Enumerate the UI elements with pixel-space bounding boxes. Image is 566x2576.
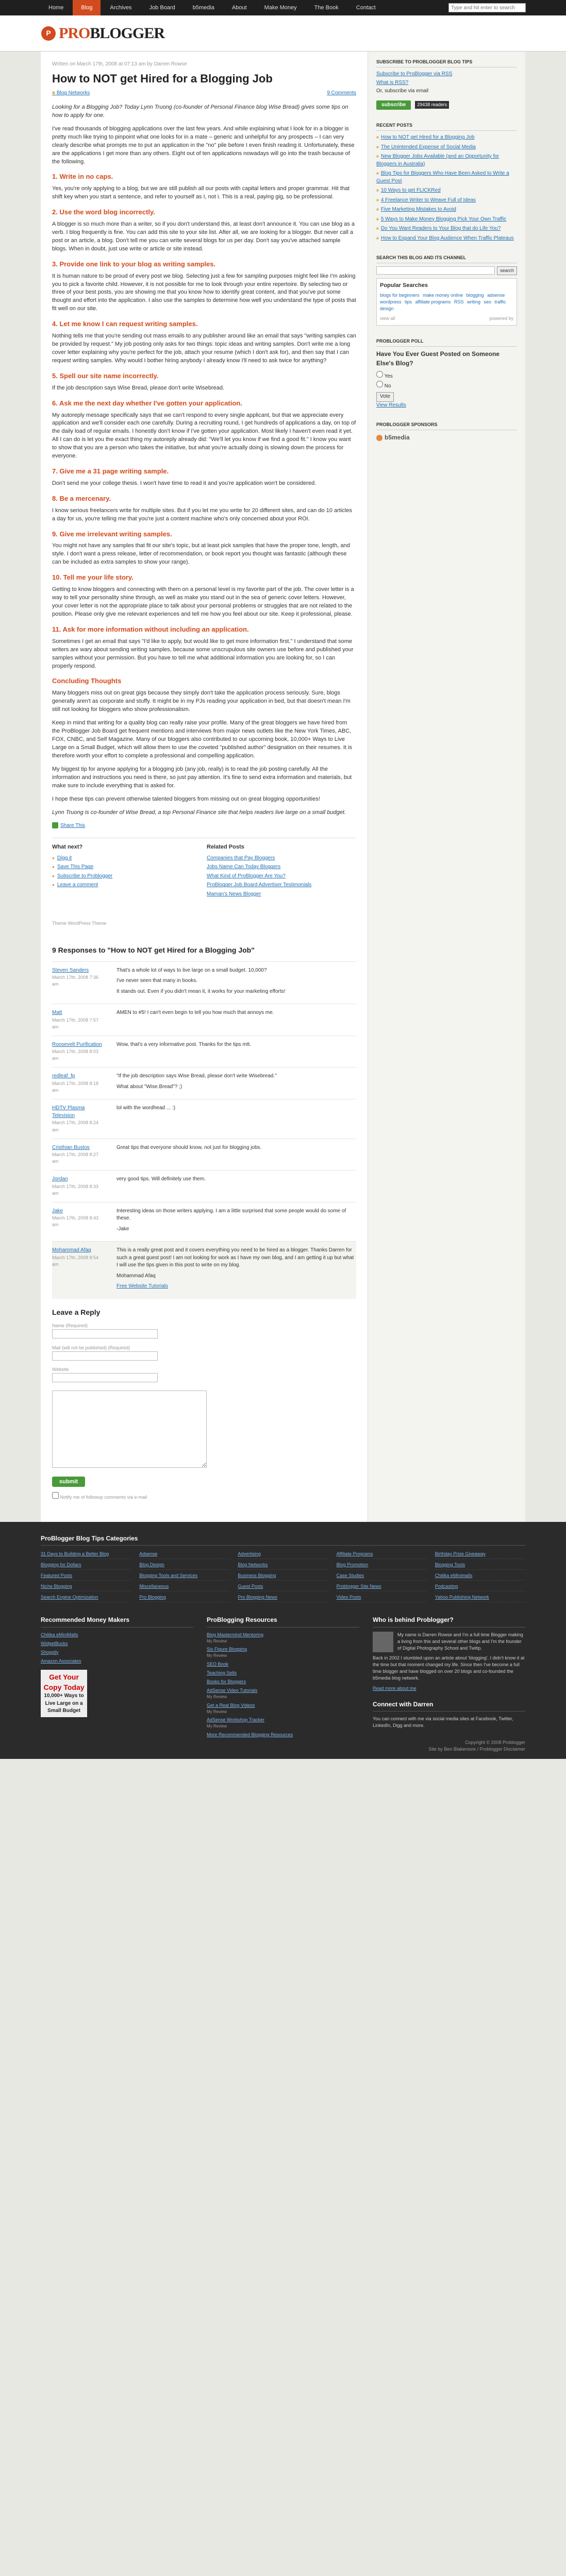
- recent-post-link[interactable]: 4 Freelance Writer to Weave Full of Ideas: [380, 197, 476, 203]
- footer-category-link[interactable]: Search Engine Optimization: [41, 1593, 131, 1602]
- resource-link[interactable]: SEO Book: [207, 1661, 229, 1667]
- top-nav-bar: [0, 0, 566, 15]
- subscribe-block: [376, 59, 517, 110]
- post-paragraph: I've read thousands of blogging applications over the last few years. And while explaining what I look for in a blogger is pretty much like trying to pinpoint what one looks for in a mate – generic and unhelpful for any prospects – I can very clearly describe what prompts me to put an application in the "no" pile before I even finish reading it. Unfortunately, these are the applications I get more than any others. Eight out of ten applications nowadays will go into the trash because of the following.: [52, 125, 355, 165]
- related-posts-col: [207, 843, 341, 900]
- post-paragraph: A blogger is so much more than a writer, so if you don't understand this, at least don't announce it. You can use blog as a verb. I blog frequently is fine. You can add this site to your site list. After all, we are looking for a blogger. But never call a post or an article, a blog. Don't tell me you can write several blogs for us per day. Don't say you've attached sample blogs. When in doubt, just use write or article or site instead.: [52, 221, 355, 252]
- subscribe-title: SUBSCRIBE TO PROBLOGGER BLOG TIPS: [376, 59, 517, 67]
- section-heading: 10. Tell me your life story.: [52, 573, 134, 582]
- poll-option-yes[interactable]: Yes: [376, 371, 517, 381]
- section-heading: 2. Use the word blog incorrectly.: [52, 208, 155, 216]
- popular-term[interactable]: adsense: [487, 293, 505, 298]
- comment-link[interactable]: Free Website Tutorials: [116, 1283, 168, 1290]
- comment-author[interactable]: Jake: [52, 1208, 63, 1214]
- comment-author[interactable]: Cristhian Bustos: [52, 1144, 90, 1150]
- popular-view-all[interactable]: view all: [380, 316, 395, 321]
- comment-text: It stands out. Even if you didn't mean it, it works for your marketing efforts!: [116, 988, 286, 994]
- comment: [52, 1036, 356, 1067]
- post-paragraph: My biggest tip for anyone applying for a blogging job (any job, really) is to read the job posting carefully. All the information and instructions you need is there, so just pay attention. It's fine to send extra information and materials, but make sure to include everything that is asked for.: [52, 766, 352, 789]
- logo-wordmark: PROBLOGGER: [59, 24, 165, 42]
- connect-text: You can connect with me via social media sites at Facebook, Twitter, LinkedIn, Digg and more.: [373, 1716, 513, 1728]
- comment-date: March 17th, 2008 7:57 am: [52, 1017, 99, 1029]
- comment-text: Mohammad Afaq: [116, 1273, 156, 1279]
- resource-link[interactable]: Six Figure Blogging: [207, 1647, 247, 1652]
- nav-archives[interactable]: Archives: [110, 5, 132, 11]
- popular-term[interactable]: blogs for beginners: [380, 293, 420, 298]
- resource-link[interactable]: AdSense Video Tutorials: [207, 1687, 258, 1693]
- comment-text: "If the job description says Wise Bread, please don't write Wisebread.": [116, 1073, 277, 1079]
- resources-title: ProBlogging Resources: [207, 1616, 359, 1627]
- mail-label: Mail (will not be published) (Required): [52, 1345, 130, 1350]
- page-wrap: [41, 52, 525, 1522]
- comment: [52, 1170, 356, 1202]
- share-icon: [52, 822, 58, 828]
- related-post-link[interactable]: Maman's News Blogger: [207, 891, 261, 897]
- name-field[interactable]: [52, 1329, 158, 1338]
- nav-make-money[interactable]: Make Money: [264, 5, 297, 11]
- post-paragraph: Keep in mind that writing for a quality blog can really raise your profile. Many of the great bloggers we have hired from the ProBlogger Job Board get frequent mentions and interviews from major news outlets like the New York Times, ABC, FOX, CNBC, and Self Magazine. Many of our bloggers also contributed to our upcoming book, 10,000+ Ways to Live Large on a Small Budget, which will allow them to use the coveted "published author" designation on their resumes. It is therefore worth your effort to complete a professional and compelling application.: [52, 720, 352, 759]
- save-page-link[interactable]: Save This Page: [57, 864, 94, 870]
- poll-title: PROBLOGGER POLL: [376, 338, 517, 347]
- post-paragraph: If the job description says Wise Bread, please don't write Wisebread.: [52, 384, 225, 391]
- reader-counter: 29438 readers: [415, 101, 449, 109]
- resource-link[interactable]: AdSense Workshop Tracker: [207, 1717, 264, 1723]
- book-ad[interactable]: [41, 1670, 87, 1717]
- footer-category-link[interactable]: Affiliate Programs: [337, 1550, 427, 1559]
- nav-b5media[interactable]: b5media: [192, 5, 214, 11]
- notify-checkbox-row[interactable]: [52, 1492, 356, 1501]
- money-maker-link[interactable]: WidgetBucks: [41, 1640, 68, 1646]
- related-post-link[interactable]: What Kind of ProBlogger Are You?: [207, 873, 286, 879]
- resource-link[interactable]: Books for Bloggers: [207, 1679, 246, 1684]
- poll-radio[interactable]: [376, 381, 383, 387]
- post-paragraph: I know serious freelancers write for multiple sites. But if you let me you write for 20 different sites, and can do 10 articles a day for us, you're telling me that you're just a content machine who's only concerned about your ROI.: [52, 507, 352, 522]
- resource-link[interactable]: Blog Mastermind Mentoring: [207, 1632, 264, 1637]
- section-heading: Concluding Thoughts: [52, 677, 122, 685]
- recent-post-link[interactable]: New Blogger Jobs Available (and an Opportunity for Bloggers in Australia): [376, 154, 500, 167]
- recent-post-link[interactable]: 5 Ways to Make Money Blogging Pick Your Own Traffic: [380, 216, 507, 222]
- comment-author[interactable]: redleaf_fp: [52, 1073, 75, 1079]
- footer-category-link[interactable]: Adsense: [139, 1550, 229, 1559]
- top-search-input[interactable]: [448, 3, 526, 12]
- sidebar-search-button[interactable]: search: [497, 266, 517, 275]
- footer-category-link[interactable]: Video Posts: [337, 1593, 427, 1602]
- section-heading: 8. Be a mercenary.: [52, 494, 111, 502]
- comment-date: March 17th, 2008 8:27 am: [52, 1152, 99, 1164]
- comment-author[interactable]: Mohammad Afaq: [52, 1247, 91, 1253]
- recent-posts-block: [376, 122, 517, 242]
- notify-checkbox[interactable]: [52, 1492, 59, 1499]
- resource-review[interactable]: My Review: [207, 1653, 227, 1658]
- post-paragraph: Getting to know bloggers and connecting with them on a personal level is my favorite part of the job. The cover letter is a way to tell your personality shine through, as well as make you stand out in the sea of generic cover letters. However, your cover letter is not the appropriate place to talk about your personal problems or struggles that are not related to the position. Please only give me relevant experiences and tell me how you feel about our site. Keep it professional, please.: [52, 586, 354, 617]
- comment: [52, 1241, 356, 1299]
- section-heading: 5. Spell our site name incorrectly.: [52, 371, 159, 380]
- share-link[interactable]: Share This: [60, 822, 86, 828]
- logo-mark-icon: P: [41, 26, 56, 41]
- related-post-link[interactable]: Companies that Pay Bloggers: [207, 855, 275, 861]
- poll-vote-button[interactable]: Vote: [376, 392, 394, 402]
- section-heading: 3. Provide one link to your blog as writing samples.: [52, 260, 216, 268]
- poll-block: [376, 338, 517, 409]
- popular-term[interactable]: blogging: [466, 293, 484, 298]
- footer-category-link[interactable]: Miscellaneous: [139, 1582, 229, 1591]
- connect-title: Connect with Darren: [373, 1700, 525, 1711]
- nav-blog[interactable]: Blog: [73, 0, 101, 15]
- popular-term[interactable]: traffic: [494, 299, 506, 305]
- sponsors-block: [376, 421, 517, 442]
- search-title: SEARCH THIS BLOG AND ITS CHANNEL: [376, 255, 517, 263]
- copyright: Copyright © 2008 Problogger Site by Ben Blakemore / Problogger Disclaimer: [428, 1740, 525, 1752]
- section-heading: 1. Write in no caps.: [52, 173, 113, 181]
- section-heading: 11. Ask for more information without including an application.: [52, 625, 249, 633]
- footer-columns: [41, 1616, 525, 1753]
- darren-avatar: [373, 1632, 393, 1652]
- footer-category-link[interactable]: Business Blogging: [238, 1571, 328, 1581]
- what-next-title: What next?: [52, 844, 83, 851]
- responses-title: 9 Responses to "How to NOT get Hired for a Blogging Job": [52, 945, 255, 954]
- related-post-link[interactable]: ProBlogger Job Board Advertiser Testimonials: [207, 882, 312, 888]
- popular-term[interactable]: design: [380, 306, 394, 312]
- leave-reply-title: Leave a Reply: [52, 1308, 101, 1316]
- footer-category-link[interactable]: Blog Promotion: [337, 1561, 427, 1570]
- popular-term[interactable]: writing: [467, 299, 480, 305]
- recent-post-link[interactable]: How to NOT get Hired for a Blogging Job: [380, 134, 475, 141]
- nav-contact[interactable]: Contact: [356, 5, 376, 11]
- name-label: Name (Required): [52, 1323, 88, 1329]
- post-paragraph: It is human nature to be proud of every post we blog. Selecting just a few for sampling purposes might feel like I'm asking you to pick a favorite child. However, it is not possible for me to look through your entire repertoire. By selecting two or three of your best posts, you are showing me that you know how to identify great content, and that you've put some thought and effort into the application. I also use the samples to determine how well you understand the type of posts that fit well on our site.: [52, 273, 356, 312]
- footer-category-link[interactable]: Blogging for Dollars: [41, 1561, 131, 1570]
- section-heading: 6. Ask me the next day whether I've gotten your application.: [52, 399, 242, 407]
- footer-category-link[interactable]: Chitika eMinimalls: [435, 1571, 525, 1581]
- comment-date: March 17th, 2008 8:54 am: [52, 1255, 99, 1267]
- popular-term[interactable]: seo: [484, 299, 492, 305]
- post-paragraph: Sometimes I get an email that says "I'd like to apply, but would like to get more information first." I understand that some writers are wary about sending writing samples, because some unscrupulous site owners use before and published your samples without your permission. But you have to tell me what additional information you are looking for, so I can properly respond.: [52, 638, 354, 669]
- comment-author[interactable]: Matt: [52, 1010, 62, 1016]
- footer-category-link[interactable]: Birthday Prize Giveaway: [435, 1550, 525, 1559]
- popular-term[interactable]: RSS: [454, 299, 464, 305]
- comment-date: March 17th, 2008 8:24 am: [52, 1120, 99, 1132]
- post-category-row: [52, 90, 356, 97]
- resource-link[interactable]: More Recommended Blogging Resources: [207, 1732, 293, 1737]
- post-paragraph: Many bloggers miss out on great gigs because they simply don't take the application process seriously. Sure, blogs generally aren't as corporate and stuffy. It might be in my PJs reading your application in bed, but that doesn't mean I'm still not looking for bloggers who show professionalism.: [52, 690, 351, 713]
- problogger-logo[interactable]: [41, 22, 164, 45]
- popular-term[interactable]: tips: [405, 299, 412, 305]
- related-posts-title: Related Posts: [207, 844, 244, 851]
- notify-label: Notify me of followup comments via e-mail: [60, 1495, 147, 1500]
- footer-category-link[interactable]: Blogging Tools and Services: [139, 1571, 229, 1581]
- recent-posts-title: RECENT POSTS: [376, 122, 517, 131]
- recent-post-link[interactable]: The Unintended Expense of Social Media: [380, 144, 476, 150]
- comment-text: -Jake: [116, 1226, 129, 1232]
- poll-question: Have You Ever Guest Posted on Someone Else's Blog?: [376, 350, 500, 367]
- subscribe-email-label: Or, subscribe via email: [376, 88, 429, 94]
- comment: [52, 1004, 356, 1036]
- money-maker-link[interactable]: Chitika eMiniMalls: [41, 1632, 78, 1637]
- recent-post-link[interactable]: How to Expand Your Blog Audience When Traffic Plateaus: [380, 235, 514, 241]
- comment-text: That's a whole lot of ways to live large on a small budget. 10,000?: [116, 967, 267, 973]
- post-meta: Written on March 17th, 2008 at 07:13 am by Darren Rowse: [52, 61, 187, 67]
- who-title: Who is behind Problogger?: [373, 1616, 525, 1627]
- recent-post-link[interactable]: Five Marketing Mistakes to Avoid: [380, 207, 456, 213]
- comment-text: I've never seen that many in books.: [116, 978, 197, 984]
- what-is-rss-link[interactable]: What is RSS?: [376, 79, 409, 86]
- website-label: Website: [52, 1367, 69, 1372]
- leave-comment-link[interactable]: Leave a comment: [57, 882, 98, 888]
- recent-post-link[interactable]: Blog Tips for Bloggers Who Have Been Asked to Write a Guest Post: [376, 171, 509, 184]
- who-is-behind-col: [373, 1616, 525, 1753]
- sidebar: [368, 52, 525, 1522]
- poll-results-link[interactable]: View Results: [376, 402, 406, 408]
- post-paragraph: Don't send me your college thesis. I won't have time to read it and you're application won't be considered.: [52, 480, 317, 486]
- footer-category-link[interactable]: Guest Posts: [238, 1582, 328, 1591]
- money-makers-col: [41, 1616, 193, 1753]
- sponsors-title: PROBLOGGER SPONSORS: [376, 421, 517, 430]
- resource-link[interactable]: Get a Real Blog Videos: [207, 1702, 255, 1708]
- comment-text: Wow, that's a very informative post. Thanks for the tips mtt.: [116, 1041, 252, 1047]
- footer-categories-title: ProBlogger Blog Tips Categories: [41, 1534, 525, 1546]
- money-makers-title: Recommended Money Makers: [41, 1616, 193, 1627]
- recent-post-link[interactable]: Do You Want Readers to Your Blog that do Life You?: [380, 226, 501, 232]
- read-more-link[interactable]: Read more about me: [373, 1685, 417, 1691]
- comment-text: This is a really great post and it covers everything you need to be hired as a blogger. Thanks Darren for such a great guest post! I am not looking for work as I have my own blog, and I am getting it up but what I will use the tips given in this post to write on my blog.: [116, 1247, 354, 1268]
- nav-the-book[interactable]: The Book: [314, 5, 339, 11]
- footer-category-link[interactable]: Niche Blogging: [41, 1582, 131, 1591]
- comment: [52, 1202, 356, 1242]
- author-byline: Lynn Truong is co-founder of Wise Bread, a top Personal Finance site that helps readers live large on a small budget.: [52, 809, 346, 816]
- section-heading: 7. Give me a 31 page writing sample.: [52, 467, 169, 476]
- footer-category-link[interactable]: Advertising: [238, 1550, 328, 1559]
- digg-link[interactable]: Digg it: [57, 855, 72, 861]
- footer-category-link[interactable]: Case Studies: [337, 1571, 427, 1581]
- share-this[interactable]: [52, 822, 356, 830]
- nav-job-board[interactable]: Job Board: [149, 5, 175, 11]
- resource-link[interactable]: Teaching Sells: [207, 1670, 237, 1675]
- resource-review[interactable]: My Review: [207, 1724, 227, 1729]
- nav-home[interactable]: Home: [48, 5, 64, 11]
- comment-textarea[interactable]: [52, 1391, 207, 1468]
- what-next-section: [52, 838, 356, 900]
- sidebar-search-input[interactable]: [376, 266, 495, 275]
- resource-review[interactable]: My Review: [207, 1638, 227, 1643]
- resource-review[interactable]: My Review: [207, 1694, 227, 1699]
- post-intro: Looking for a Blogging Job? Today Lynn Truong (co-founder of Personal Finance blog Wise Bread) gives some tips on how to apply for one.: [52, 104, 348, 118]
- post-title[interactable]: How to NOT get Hired for a Blogging Job: [52, 72, 273, 85]
- comment-text: very good tips. Will definitely use them.: [116, 1176, 206, 1182]
- book-ad-title: 10,000+ Ways to Live Large on a Small Budget: [44, 1693, 84, 1714]
- post-paragraph: Nothing tells me that you're sending out mass emails to any publisher around like an email that says "writing samples can be provided by request." My job posting only asks for two things: topic ideas and writing samples. Don't write me a long cover letter explaining why you're perfect for the job, attach your resume (which I don't ask for), and then say that I can request writing samples. Why would I bother hiring anybody I already know I'll need to ask twice for anything?: [52, 333, 356, 364]
- recent-post-link[interactable]: 10 Ways to get FLICKRed: [380, 188, 441, 194]
- post-paragraph: Yes, you're only applying to a blog, but we are still publish all our posts with capital letters and proper grammar. Hit that shift key when you start a sentence, and refer to yourself as I, not i. This is a real, paying gig, so be professional.: [52, 185, 350, 200]
- b5media-icon: [376, 435, 382, 441]
- popular-searches-widget: [376, 278, 517, 326]
- main-nav: [40, 0, 384, 15]
- related-post-link[interactable]: Jobs Name Can Today Bloggers: [207, 864, 281, 870]
- comment-text: AMEN to #5! I can't even begin to tell you how much that annoys me.: [116, 1010, 274, 1016]
- popular-term[interactable]: make money online: [423, 293, 463, 298]
- footer-category-link[interactable]: Blogging Tools: [435, 1561, 525, 1570]
- who-text: Back in 2002 I stumbled upon an article about 'blogging'. I didn't know it at the time but that moment changed my life. Since then I've become a full time blogger and have blogged on over 20 blogs and co-founded the b5media blog network.: [373, 1655, 525, 1681]
- comment-author[interactable]: Steven Sanders: [52, 967, 89, 973]
- comment-author[interactable]: Jordan: [52, 1176, 68, 1182]
- email-field[interactable]: [52, 1351, 158, 1361]
- comment-text: Interesting ideas on those writers applying. I am a little surprised that some people would do some of these.: [116, 1208, 346, 1222]
- comment-text: Great tips that everyone should know, not just for blogging jobs.: [116, 1144, 262, 1150]
- footer-category-link[interactable]: Pro Blogging: [139, 1593, 229, 1602]
- website-field[interactable]: [52, 1373, 158, 1382]
- poll-radio[interactable]: [376, 371, 383, 378]
- comment-text: lol with the wordhead ... :): [116, 1105, 175, 1111]
- subscribe-rss-link[interactable]: Subscribe to ProBlogger via RSS: [376, 71, 453, 77]
- footer-category-link[interactable]: Blog Design: [139, 1561, 229, 1570]
- comment-author[interactable]: HDTV Plasma Television: [52, 1105, 85, 1118]
- money-maker-link[interactable]: Amazon Associates: [41, 1658, 81, 1664]
- footer: [0, 1522, 566, 1759]
- popular-cloud: [380, 292, 513, 312]
- footer-category-link[interactable]: Yahoo Publishing Network: [435, 1593, 525, 1602]
- money-maker-link[interactable]: Shoppily: [41, 1649, 59, 1655]
- popular-term[interactable]: wordpress: [380, 299, 402, 305]
- section-heading: 4. Let me know I can request writing samples.: [52, 320, 198, 328]
- footer-category-link[interactable]: Problogger Site News: [337, 1582, 427, 1591]
- search-block: [376, 255, 517, 326]
- comment: [52, 1067, 356, 1099]
- book-ad-headline: Get Your Copy Today: [43, 1672, 85, 1691]
- popular-powered-by: powered by: [489, 316, 513, 321]
- section-heading: 9. Give me irrelevant writing samples.: [52, 530, 172, 538]
- main-content: [41, 52, 368, 1522]
- subscribe-link[interactable]: Subscribe to Problogger: [57, 873, 113, 879]
- subscribe-button[interactable]: subscribe: [376, 100, 411, 110]
- comment-date: March 17th, 2008 8:33 am: [52, 1183, 99, 1196]
- masthead: [0, 15, 566, 52]
- comments-count-link[interactable]: 9 Comments: [327, 90, 356, 96]
- theme-credit: Theme WordPress Theme: [52, 921, 107, 926]
- post-paragraph: My autoreply message specifically says that we can't respond to every single applicant, but that we appreciate every application and we'll consider each one carefully. During a recruiting round, I get hundreds of applications a day, on top of the daily load of regular emails. I honestly don't know if I've gotten your application. Most likely I haven't even read it yet. All I can do is let you the exact thing my autoreply already did: "We'll let you know if we find a good fit." I know you want to show that you are a person who takes the initiative, but what you're actually doing is slowing down the process for everyone.: [52, 412, 356, 460]
- comment: [52, 961, 356, 1004]
- who-text: My name is Darren Rowse and I'm a full time Blogger making a living from this and several other blogs and I'm the founder of Digital Photography School and Twitip.: [397, 1632, 523, 1651]
- comment-author[interactable]: Roosevelt Purification: [52, 1041, 102, 1047]
- comment-date: March 17th, 2008 8:03 am: [52, 1049, 99, 1061]
- comment-text: What about "Wise.Bread"? ;): [116, 1083, 182, 1090]
- post-paragraph: I hope these tips can prevent otherwise talented bloggers from missing out on great blogging opportunities!: [52, 795, 320, 802]
- resource-review[interactable]: My Review: [207, 1709, 227, 1714]
- footer-categories: [41, 1550, 525, 1602]
- comment-date: March 17th, 2008 7:36 am: [52, 975, 99, 987]
- footer-category-link[interactable]: Featured Posts: [41, 1571, 131, 1581]
- sponsor-logo[interactable]: b5media: [376, 433, 517, 442]
- resources-col: [207, 1616, 359, 1753]
- comment-date: March 17th, 2008 8:43 am: [52, 1215, 99, 1228]
- footer-category-link[interactable]: Pro Blogging News: [238, 1593, 328, 1602]
- what-next-col: [52, 843, 186, 900]
- footer-category-link[interactable]: 31 Days to Building a Better Blog: [41, 1550, 131, 1559]
- submit-comment-button[interactable]: submit: [52, 1477, 85, 1487]
- comment-date: March 17th, 2008 8:18 am: [52, 1080, 99, 1093]
- popular-term[interactable]: affiliate programs: [415, 299, 451, 305]
- popular-searches-title: Popular Searches: [380, 282, 428, 289]
- post-paragraph: You might not have any samples that fit our site's topic, but at least pick samples that have the proper tone, length, and style. I don't want a press release, letter of recommendation, or book report you thought was fantastic (although these can be included as extra samples to show your range).: [52, 543, 350, 566]
- footer-category-link[interactable]: Podcasting: [435, 1582, 525, 1591]
- nav-about[interactable]: About: [231, 5, 247, 11]
- footer-category-link[interactable]: Blog Networks: [238, 1561, 328, 1570]
- comment: [52, 1099, 356, 1138]
- post-category-link[interactable]: ■ Blog Networks: [52, 90, 90, 97]
- poll-option-no[interactable]: No: [376, 381, 517, 391]
- comment: [52, 1139, 356, 1171]
